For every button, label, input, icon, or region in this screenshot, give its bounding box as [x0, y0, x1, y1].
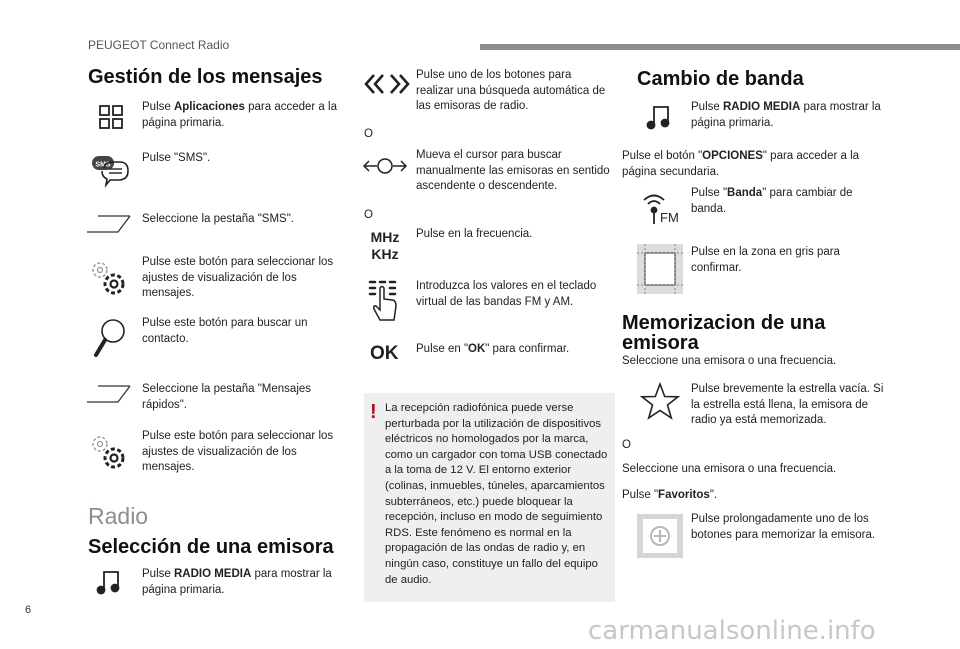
- manual-tune-slider-icon: [362, 154, 408, 178]
- memorize-para-3: Pulse "Favoritos".: [622, 489, 718, 501]
- band-step-2: Pulse "Banda" para cambiar de banda.: [691, 187, 853, 215]
- music-note-icon: [96, 568, 122, 596]
- memorize-para-2: Seleccione una emisora o una frecuencia.: [622, 463, 837, 475]
- page-number: 6: [25, 604, 32, 616]
- msg-step-7: Pulse este botón para seleccionar los ajustes de visualización de los mensajes.: [142, 430, 334, 473]
- warning-text: La recepción radiofónica puede verse perturbada por la utilización de dispositivos eléctricos no homologados por la marca, como un cargador con toma USB conectado a la toma de 12 V. El entorno exterior (colinas, inmuebles, túneles, aparcamientos subterráneos, etc.) puede bloquear la recepción, incluso en modo de seguimiento RDS. Este fenómeno es normal en la propagación de las ondas de radio y, en ningún caso, constituye un fallo del equipo de audio.: [385, 402, 608, 586]
- section-title-messages: Gestión de los mensajes: [88, 66, 323, 88]
- section-title-select-station: Selección de una emisora: [88, 536, 334, 558]
- frequency-unit-icon: [366, 229, 404, 263]
- mhz-label: MHz: [370, 229, 400, 245]
- music-note-icon: [646, 103, 672, 131]
- tune-step-1: Pulse uno de los botones para realizar una búsqueda automática de las emisoras de radio.: [416, 69, 606, 112]
- band-para-1: Pulse el botón "OPCIONES" para acceder a la página secundaria.: [622, 150, 860, 178]
- apps-grid-icon: [98, 104, 124, 130]
- msg-step-6: Seleccione la pestaña "Mensajes rápidos".: [142, 383, 312, 411]
- star-outline-icon: [640, 382, 680, 420]
- watermark: carmanualsonline.info: [588, 616, 876, 646]
- msg-step-5: Pulse este botón para buscar un contacto.: [142, 317, 308, 345]
- warning-icon: !: [370, 401, 377, 423]
- grey-zone-icon: [637, 244, 683, 294]
- tune-step-3: Pulse en la frecuencia.: [416, 228, 533, 240]
- keypad-hand-icon: [366, 278, 402, 324]
- tab-icon: [86, 214, 132, 234]
- or-separator: O: [364, 128, 373, 140]
- warning-box: [364, 393, 615, 602]
- tune-step-5: Pulse en "OK" para confirmar.: [416, 343, 570, 355]
- msg-step-4: Pulse este botón para seleccionar los ajustes de visualización de los mensajes.: [142, 256, 334, 299]
- header-bar: [480, 44, 960, 50]
- sms-icon-label: SMS: [95, 161, 111, 169]
- radio-step-1: Pulse RADIO MEDIA para mostrar la página primaria.: [142, 568, 332, 596]
- memorize-step-1: Pulse brevemente la estrella vacía. Si la estrella está llena, la emisora de radio ya está memorizada.: [691, 383, 884, 426]
- msg-step-2: Pulse "SMS".: [142, 152, 211, 164]
- search-icon: [92, 317, 128, 359]
- or-separator: O: [622, 439, 631, 451]
- settings-gears-icon: [88, 258, 128, 298]
- settings-gears-icon: [88, 432, 128, 472]
- band-step-1: Pulse RADIO MEDIA para mostrar la página primaria.: [691, 101, 881, 129]
- or-separator: O: [364, 209, 373, 221]
- memorize-para-1: Seleccione una emisora o una frecuencia.: [622, 355, 837, 367]
- chapter-title-radio: Radio: [88, 503, 149, 529]
- sms-bubble-icon: [90, 154, 130, 188]
- section-title-band-change: Cambio de banda: [637, 68, 804, 90]
- ok-button-icon: OK: [370, 343, 399, 364]
- msg-step-1: Pulse Aplicaciones para acceder a la página primaria.: [142, 101, 337, 129]
- tune-step-4: Introduzca los valores en el teclado virtual de las bandas FM y AM.: [416, 280, 597, 308]
- section-title-memorize: Memorizacion de una emisora: [622, 312, 826, 354]
- fm-label: FM: [660, 210, 679, 225]
- band-step-3: Pulse en la zona en gris para confirmar.: [691, 246, 840, 274]
- tune-step-2: Mueva el cursor para buscar manualmente las emisoras en sentido ascendente o descendente.: [416, 149, 610, 192]
- msg-step-3: Seleccione la pestaña "SMS".: [142, 213, 294, 225]
- khz-label: KHz: [371, 246, 399, 262]
- running-header: PEUGEOT Connect Radio: [88, 38, 230, 52]
- fm-radio-icon: [640, 190, 682, 228]
- seek-arrows-icon: [364, 72, 410, 96]
- memorize-step-2: Pulse prolongadamente uno de los botones para memorizar la emisora.: [691, 513, 876, 541]
- tab-icon: [86, 384, 132, 404]
- add-preset-icon: [637, 514, 683, 558]
